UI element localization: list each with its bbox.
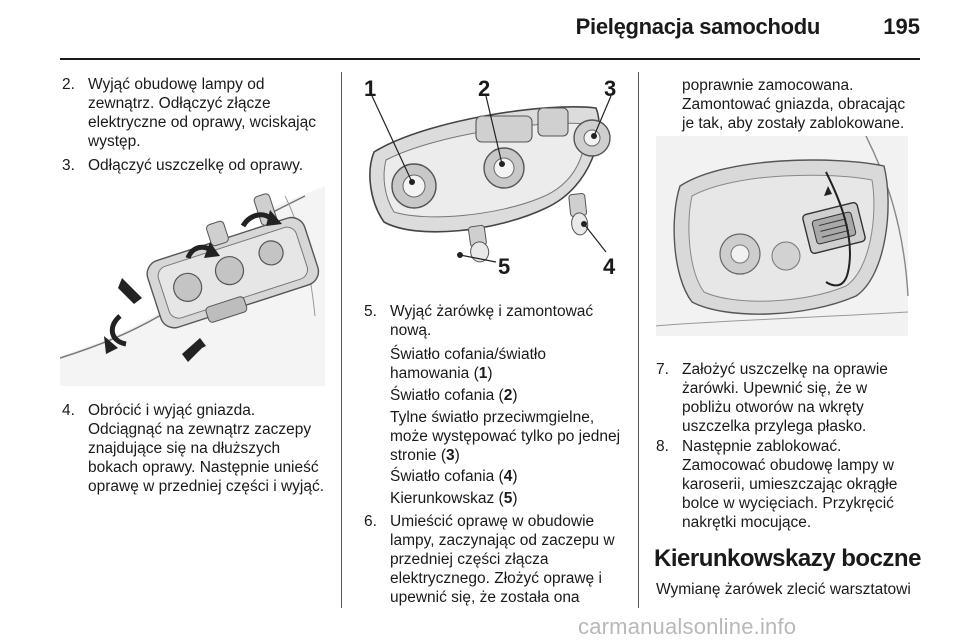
step-6-continuation: poprawnie zamocowana. Zamontować gniazda, obracając je tak, aby zostały zablokowane. bbox=[682, 77, 906, 132]
watermark: carmanualsonline.info bbox=[578, 614, 797, 639]
seal-illustration bbox=[656, 136, 920, 346]
page-title: Pielęgnacja samochodu bbox=[575, 14, 820, 39]
seal-figure bbox=[656, 136, 920, 346]
bulb-rear-fog: Tylne światło przeciwmgielne, może występować tylko po jednej stronie (3) bbox=[390, 409, 621, 464]
callout-2: 2 bbox=[478, 76, 491, 101]
bulb-reverse-4: Światło cofania (4) bbox=[390, 468, 518, 485]
page-number: 195 bbox=[883, 14, 920, 39]
bulb-holder-figure bbox=[356, 72, 626, 282]
step-6: 6. Umieścić oprawę w obudowie lampy, zaczynając od zaczepu w przedniej części złącza elektrycznego. Złożyć oprawę i upewnić się, że została ona bbox=[364, 513, 615, 606]
step-5: 5. Wyjąć żarówkę i zamontować nową. bbox=[364, 303, 594, 339]
bulb-reverse-2: Światło cofania (2) bbox=[390, 387, 518, 404]
section-heading: Kierunkowskazy boczne bbox=[654, 545, 921, 572]
callout-3: 3 bbox=[604, 76, 617, 101]
step-8: 8. Następnie zablokować. Zamocować obudowę lampy w karoserii, umieszczając okrągłe bolce w wycięciach. Przykręcić nakrętki mocujące. bbox=[656, 438, 898, 531]
callout-1: 1 bbox=[364, 76, 377, 101]
callout-4: 4 bbox=[603, 254, 616, 279]
page-header bbox=[0, 0, 960, 62]
section-text: Wymianę żarówek zlecić warsztatowi bbox=[656, 581, 911, 598]
bulb-reverse-brake: Światło cofania/światło hamowania (1) bbox=[390, 346, 546, 382]
bulb-turn-signal: Kierunkowskaz (5) bbox=[390, 490, 518, 507]
lamp-housing-illustration bbox=[60, 186, 325, 386]
callout-5: 5 bbox=[498, 254, 511, 279]
step-3: 3. Odłączyć uszczelkę od oprawy. bbox=[62, 157, 304, 174]
step-4: 4. Obrócić i wyjąć gniazda. Odciągnąć na zewnątrz zaczepy znajdujące się na dłuższych bokach oprawy. Następnie unieść oprawę w przedniej części i wyjąć. bbox=[62, 402, 325, 495]
bulb-holder-illustration bbox=[356, 72, 626, 282]
lamp-housing-figure bbox=[60, 186, 325, 386]
step-7: 7. Założyć uszczelkę na oprawie żarówki. Upewnić się, że w pobliżu otworów na wkręty uszczelka przylega płasko. bbox=[656, 361, 888, 435]
column-divider-1 bbox=[341, 72, 342, 608]
header-rule bbox=[60, 58, 920, 60]
step-2: 2. Wyjąć obudowę lampy od zewnątrz. Odłączyć złącze elektryczne od oprawy, wciskając występ. bbox=[62, 76, 316, 150]
